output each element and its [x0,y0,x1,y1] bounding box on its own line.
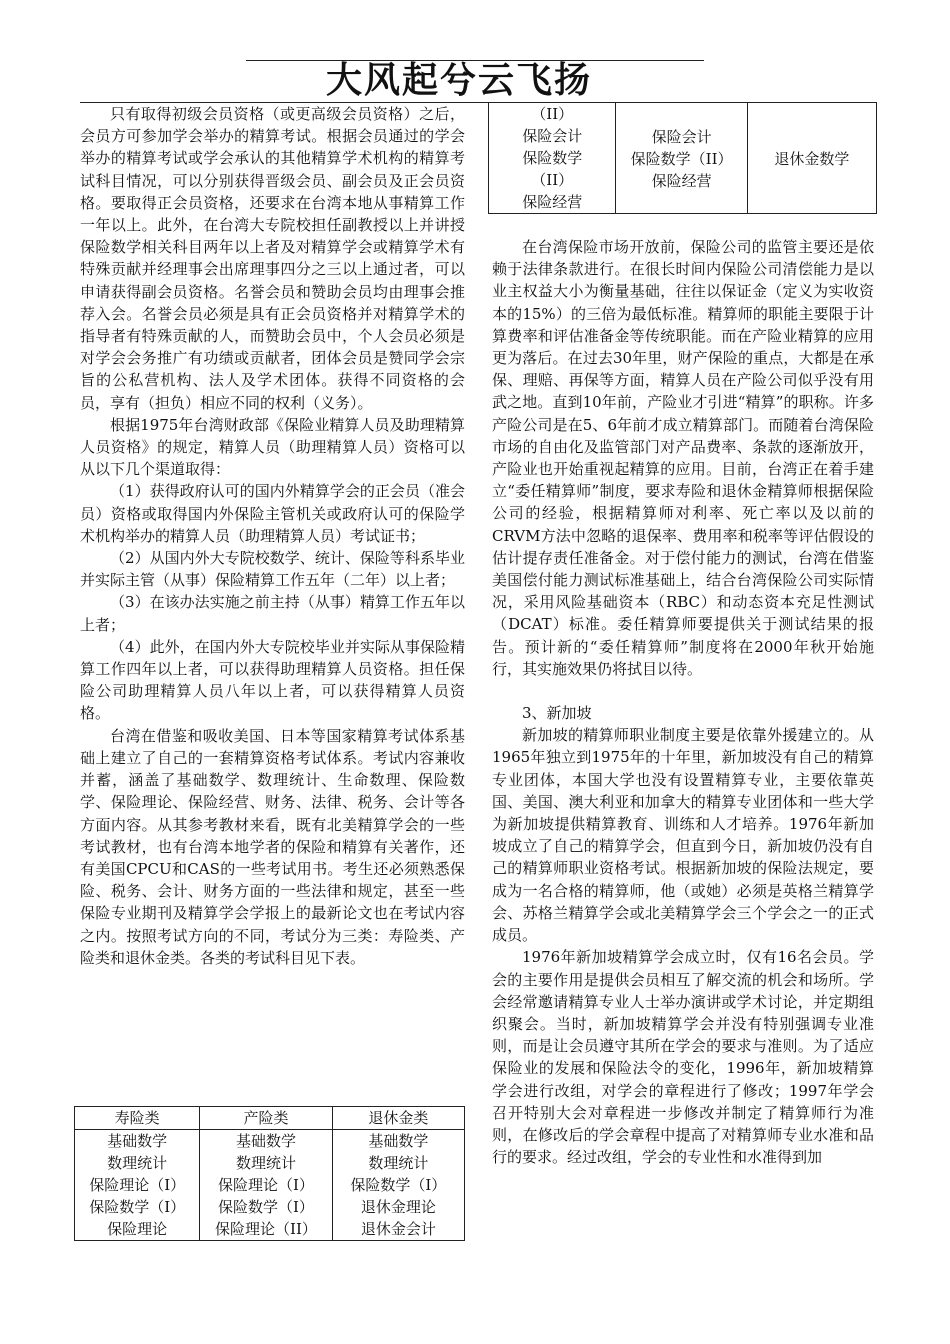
cell-text: 基础数学 [235,1132,296,1150]
paragraph: 台湾在借鉴和吸收美国、日本等国家精算考试体系基础上建立了自己的一套精算资格考试体系。考试内容兼收并蓄，涵盖了基础数学、数理统计、生命数理、保险数学、保险理论、保险经营、财务、法律、税务、会计等各方面内容。从其参考教材来看，既有北美精算学会的一些考试教材，也有台湾本地学者的保险和精算有关著作，还有美国CPCU和CAS的一些考试用书。考生还必须熟悉保险、税务、会计、财务方面的一些法律和规定，甚至一些保险专业期刊及精算学会学报上的最新论文也在考试内容之内。按照考试方向的不同，考试分为三类：寿险类、产险类和退休金类。各类的考试科目见下表。 [80,726,465,967]
header-title: 大风起兮云飞扬 [326,60,593,101]
cell-text: 退休金理论 [360,1198,436,1216]
left-column [80,103,465,969]
cell-text: 保险理论（I） [218,1176,314,1194]
table-header-row [75,1107,465,1130]
table-row [75,1130,465,1241]
cell-text: 保险数学 [522,149,583,167]
cell-text: 保险数学（II） [630,150,733,168]
table-cell [332,1130,464,1241]
cell-text: 保险经营 [522,193,583,211]
table-row [489,103,877,214]
cell-text: 数理统计 [368,1154,429,1172]
table-header-cell: 产险类 [200,1107,332,1130]
paragraph: 在台湾保险市场开放前，保险公司的监管主要还是依赖于法律条款进行。在很长时间内保险公司清偿能力是以业主权益大小为衡量基础，往往以保证金（定义为实收资本的15%）的三倍为最低标准。精算师的职能主要限于计算费率和评估准备金等传统职能。而在产险业精算的应用更为落后。在过去30年里，财产保险的重点，大都是在承保、理赔、再保等方面，精算人员在产险公司似乎没有用武之地。直到10年前，产险业才引进“精算”的职称。许多产险公司是在5、6年前才成立精算部门。而随着台湾保险市场的自由化及监管部门对产品费率、条款的逐渐放开，产险业也开始重视起精算的应用。目前，台湾正在着手建立“委任精算师”制度，要求寿险和退休金精算师根据保险公司的经验，根据精算师对利率、死亡率以及以前的CRVM方法中忽略的退保率、费用率和税率等评估假设的估计提存责任准备金。对于偿付能力的测试，台湾在借鉴美国偿付能力测试标准基础上，结合台湾保险公司实际情况，采用风险基础资本（RBC）和动态资本充足性测试（DCAT）标准。委任精算师要提供关于测试结果的报告。预计新的“委任精算师”制度将在2000年秋开始施行，其实施效果仍将拭目以待。 [492,238,874,678]
cell-text: 数理统计 [235,1154,296,1172]
cell-text: 保险数学（I） [350,1176,447,1194]
paragraph: （1）获得政府认可的国内外精算学会的正会员（准会员）资格或取得国内外保险主管机关或政府认可的保险学术机构举办的精算人员（助理精算人员）考试证书； [80,482,465,545]
exam-table [74,1106,465,1241]
table-cell [747,103,876,214]
cell-text: 退休金数学 [774,150,850,168]
cell-text: 基础数学 [368,1132,429,1150]
paragraph: （2）从国内外大专院校数学、统计、保险等科系毕业并实际主管（从事）保险精算工作五年（二年）以上者； [80,549,465,590]
paragraph: 根据1975年台湾财政部《保险业精算人员及助理精算人员资格》的规定，精算人员（助理精算人员）资格可以从以下几个渠道取得： [80,415,465,479]
table-header-cell: 寿险类 [75,1107,200,1130]
cell-text: 保险会计 [651,128,712,146]
cell-text: 保险理论（II） [215,1220,317,1238]
table-cell [489,103,616,214]
paragraph: 1976年新加坡精算学会成立时，仅有16名会员。学会的主要作用是提供会员相互了解交流的机会和场所。学会经常邀请精算专业人士举办演讲或学术讨论，并定期组织聚会。当时，新加坡精算学会并没有特别强调专业准则，而是让会员遵守其所在学会的要求与准则。为了适应保险业的发展和保险法令的变化，1996年，新加坡精算学会进行改组，对学会的章程进行了修改；1997年学会召开特别大会对章程进一步修改并制定了精算师行为准则，在修改后的学会章程中提高了对精算师专业水准和品行的要求。经过改组，学会的专业性和水准得到加 [492,948,874,1167]
cell-text: 保险会计 [522,127,583,145]
spacer [492,680,874,702]
paragraph: （4）此外，在国内外大专院校毕业并实际从事保险精算工作四年以上者，可以获得助理精算人员资格。担任保险公司助理精算人员八年以上者，可以获得精算人员资格。 [80,637,465,723]
cell-text: （II） [531,171,574,189]
cell-text: 基础数学 [107,1132,168,1150]
cell-text: 数理统计 [107,1154,168,1172]
cell-text: （II） [531,105,574,123]
table-cell [200,1130,332,1241]
cell-text: 保险数学（I） [218,1198,314,1216]
table-header-cell: 退休金类 [332,1107,464,1130]
paragraph: 只有取得初级会员资格（或更高级会员资格）之后，会员方可参加学会举办的精算考试。根据会员通过的学会举办的精算考试或学会承认的其他精算学术机构的精算考试科目情况，可以分别获得晋级会员、副会员及正会员资格。要取得正会员资格，还要求在台湾本地从事精算工作一年以上。此外，在台湾大专院校担任副教授以上并讲授保险数学相关科目两年以上者及对精算学会或精算学术有特殊贡献并经理事会出席理事四分之三以上通过者，可以申请获得副会员资格。名誉会员和赞助会员均由理事会推荐入会。名誉会员必须是具有正会员资格并对精算学术的指导者有特殊贡献的人，而赞助会员中，个人会员必须是对学会会务推广有功绩或贡献者，团体会员是赞同学会宗旨的公私营机构、法人及学术团体。获得不同资格的会员，享有（担负）相应不同的权利（义务）。 [80,105,465,412]
cell-text: 保险数学（I） [89,1198,186,1216]
section-heading: 3、新加坡 [522,704,592,723]
cell-text: 保险经营 [651,172,712,190]
cell-text: 保险理论 [107,1220,168,1238]
right-column [492,236,874,1168]
paragraph: （3）在该办法实施之前主持（从事）精算工作五年以上者； [80,593,465,634]
table-cell [75,1130,200,1241]
cell-text: 退休金会计 [360,1220,436,1238]
exam-table-continued [488,102,877,214]
paragraph: 新加坡的精算师职业制度主要是依靠外援建立的。从1965年独立到1975年的十年里，新加坡没有自己的精算专业团体，本国大学也没有设置精算专业，主要依靠英国、美国、澳大利亚和加拿大的精算专业团体和一些大学为新加坡提供精算教育、训练和人才培养。1976年新加坡成立了自己的精算学会，但直到今日，新加坡仍没有自己的精算师职业资格考试。根据新加坡的保险法规定，要成为一名合格的精算师，他（或她）必须是英格兰精算学会、苏格兰精算学会或北美精算学会三个学会之一的正式成员。 [492,726,874,945]
table-cell [616,103,747,214]
cell-text: 保险理论（I） [89,1176,186,1194]
